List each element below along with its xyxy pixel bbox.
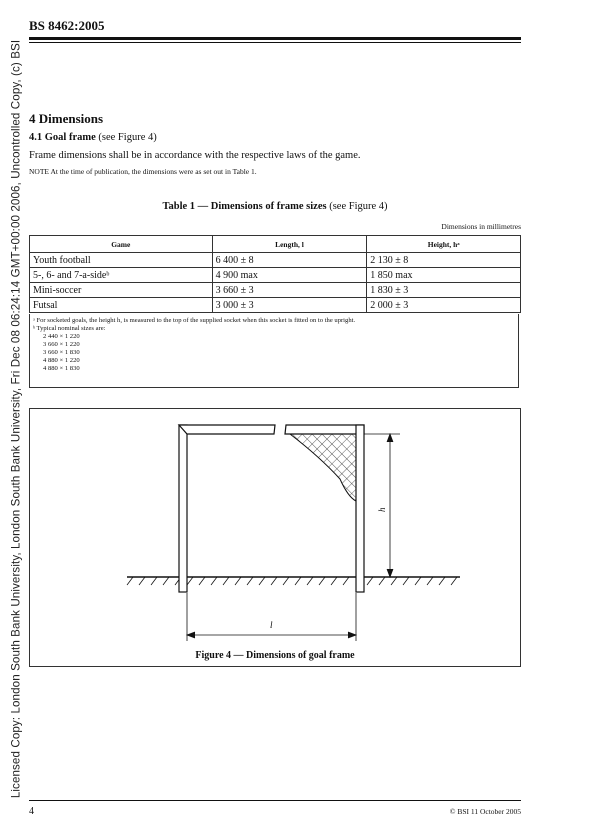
left-post — [179, 425, 187, 592]
header-rule-thick — [29, 37, 521, 40]
height-dimension — [364, 434, 400, 577]
goal-net — [290, 434, 356, 501]
table-row — [30, 253, 521, 268]
footer-rule — [29, 800, 521, 801]
table-row — [30, 298, 521, 313]
figure-frame — [29, 408, 521, 667]
header-rule-thin — [29, 42, 521, 43]
footnote-a: ᵃ For socketed goals, the height h, is measured to the top of the supplied socket when this socket is fitted on to the upright. — [33, 317, 356, 324]
section-heading: 4 Dimensions — [29, 111, 104, 126]
copyright: © BSI 11 October 2005 — [449, 807, 521, 816]
page-number: 4 — [29, 806, 34, 817]
cell-game: Futsal — [30, 298, 213, 313]
cell-length: 4 900 max — [212, 268, 367, 283]
subsection-title: 4.1 Goal frame — [29, 132, 96, 143]
nominal-sizes-list — [33, 333, 518, 373]
crossbar-right — [285, 425, 364, 434]
length-label: l — [270, 620, 273, 630]
goal-frame-diagram — [30, 409, 522, 668]
nominal-size-item: 2 440 × 1 220 — [43, 333, 80, 340]
nominal-size-item: 4 880 × 1 220 — [43, 357, 80, 364]
ground-hatching — [127, 577, 457, 585]
cell-game: Youth football — [30, 253, 213, 268]
table-footnotes — [29, 314, 519, 388]
dimensions-table — [29, 235, 521, 313]
note-text: NOTE At the time of publication, the dimensions were as set out in Table 1. — [29, 167, 257, 176]
length-dimension — [187, 593, 356, 641]
height-label: h — [377, 507, 387, 512]
crossbar-left — [179, 425, 275, 434]
table-caption — [29, 201, 521, 212]
column-header-game: Game — [30, 236, 213, 253]
standard-number: BS 8462:2005 — [29, 18, 105, 33]
column-header-length: Length, l — [212, 236, 367, 253]
cell-length: 3 660 ± 3 — [212, 283, 367, 298]
table-units: Dimensions in millimetres — [441, 222, 521, 231]
cell-length: 3 000 ± 3 — [212, 298, 367, 313]
cell-game: Mini-soccer — [30, 283, 213, 298]
figure-caption: Figure 4 — Dimensions of goal frame — [195, 650, 355, 661]
body-paragraph: Frame dimensions shall be in accordance with the respective laws of the game. — [29, 150, 361, 161]
cell-height: 2 130 ± 8 — [367, 253, 521, 268]
table-header-row — [30, 236, 521, 253]
subsection-heading — [29, 132, 157, 143]
table-caption-title: Table 1 — Dimensions of frame sizes — [162, 201, 327, 212]
nominal-size-item: 4 880 × 1 830 — [43, 365, 80, 372]
cell-game: 5-, 6- and 7-a-sideᵇ — [30, 268, 213, 283]
cell-length: 6 400 ± 8 — [212, 253, 367, 268]
cell-height: 1 850 max — [367, 268, 521, 283]
right-post — [356, 425, 364, 592]
nominal-size-item: 3 660 × 1 220 — [43, 341, 80, 348]
licence-watermark: Licensed Copy: London South Bank University, London South Bank University, Fri Dec 08 06:24:14 GMT+00:00 2006, Uncontrolled Copy, (c) BSI — [9, 39, 23, 799]
nominal-size-item: 3 660 × 1 830 — [43, 349, 80, 356]
column-header-height: Height, hᵃ — [367, 236, 521, 253]
table-caption-ref: (see Figure 4) — [329, 201, 388, 212]
table-row — [30, 283, 521, 298]
cell-height: 2 000 ± 3 — [367, 298, 521, 313]
subsection-ref: (see Figure 4) — [98, 132, 157, 143]
table-row — [30, 268, 521, 283]
footnote-b: ᵇ Typical nominal sizes are: — [33, 325, 106, 332]
cell-height: 1 830 ± 3 — [367, 283, 521, 298]
